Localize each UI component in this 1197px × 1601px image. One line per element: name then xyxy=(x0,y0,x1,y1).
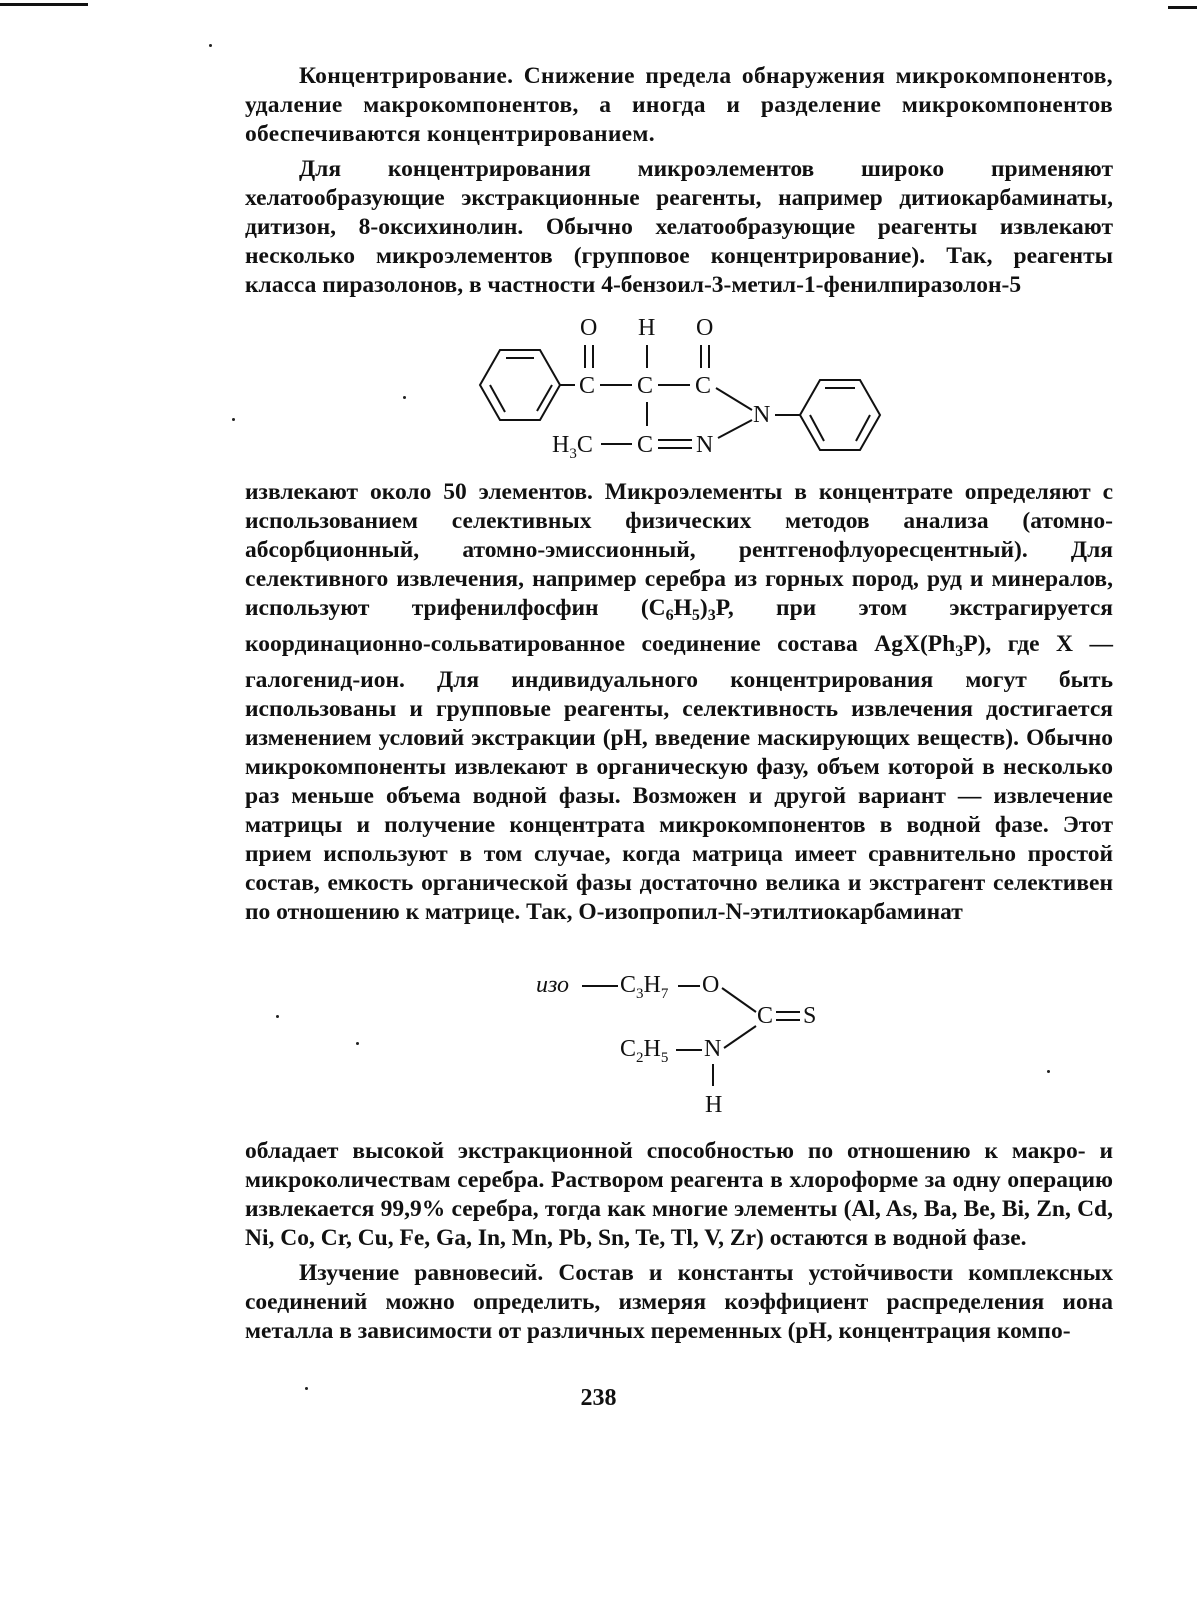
formula-benzoyl-methyl-phenylpyrazolone xyxy=(460,310,900,470)
text-block-bottom xyxy=(245,1137,1113,1346)
paragraph-silver-extraction: обладает высокой экстракционной способностью по отношению к макро- и микроколичествам серебра. Раствором реагента в хлороформе за одну операцию извлекается 99,9% серебра, тогда как многие элементы (Al, As, Ba, Be, Bi, Zn, Cd, Ni, Co, Cr, Cu, Fe, Ga, In, Mn, Pb, Sn, Te, Tl, V, Zr) остаются в водной фазе. xyxy=(245,1138,1113,1251)
phenyl-ring-right xyxy=(800,380,880,450)
atom-o-right: O xyxy=(696,315,714,341)
top-left-scan-rule xyxy=(0,3,88,6)
scan-speck xyxy=(209,44,212,47)
bond xyxy=(722,988,756,1012)
atom-n-bottom: N xyxy=(696,432,714,458)
section-heading-equilibria: Изучение равновесий. xyxy=(299,1260,544,1286)
page-number: 238 xyxy=(580,1385,617,1411)
text-block-top xyxy=(245,62,1113,300)
atom-n: N xyxy=(704,1036,722,1062)
paragraph-equilibria-text: Состав и константы устойчивости комплексных соединений можно определить, измеряя коэффициент распределения иона металла в зависимости от различных переменных (pH, концентрация компо- xyxy=(245,1260,1114,1344)
group-c3h7: $C_3H_7$ xyxy=(620,972,669,1002)
scan-speck xyxy=(356,1042,359,1045)
scan-speck xyxy=(1047,1070,1050,1073)
paragraph-intro-text: Снижение предела обнаружения микрокомпонентов, удаление макрокомпонентов, а иногда и разделение микрокомпонентов обеспечиваются концентрированием. xyxy=(245,63,1113,147)
atom-c: C xyxy=(757,1003,774,1029)
phenyl-inner-bond xyxy=(537,385,552,411)
scan-speck xyxy=(403,396,406,399)
atom-h: H xyxy=(705,1092,723,1118)
group-c2h5: $C_2H_5$ xyxy=(620,1036,669,1066)
paragraph-concentration xyxy=(245,62,1113,149)
scan-speck xyxy=(232,418,235,421)
iso-prefix: изо xyxy=(536,972,570,998)
scan-speck xyxy=(276,1015,279,1018)
atom-o-left: O xyxy=(580,315,598,341)
atom-c1: C xyxy=(579,373,596,399)
phenyl-ring-left xyxy=(480,350,560,420)
text-block-middle xyxy=(245,478,1113,927)
bond xyxy=(718,420,752,438)
formula-isopropyl-ethylthiocarbamate xyxy=(530,968,850,1118)
atom-c-bottom: C xyxy=(637,432,654,458)
paragraph-chelating-reagents: Для концентрирования микроэлементов широко применяют хелатообразующие экстракционные реагенты, например дитиокарбаминаты, дитизон, 8-оксихинолин. Обычно хелатообразующие реагенты извлекают несколько микроэлементов (групповое концентрирование). Так, реагенты класса пиразолонов, в частности 4-бензоил-3-метил-1-фенилпиразолон-5 xyxy=(245,156,1113,298)
paragraph-extraction-methods: извлекают около 50 элементов. Микроэлементы в концентрате определяют с использованием селективных физических методов анализа (атомно-абсорбционный, атомно-эмиссионный, рентгенофлуоресцентный). Для селективного извлечения, например серебра из горных пород, руд и минералов, используют трифенилфосфин $(C_6H_5)_3P$, при этом экстрагируется координационно-сольватированное соединение состава $AgX(Ph_3P)$, где X — галогенид-ион. Для индивидуального концентрирования могут быть использованы и групповые реагенты, селективность извлечения достигается изменением условий экстракции (pH, введение маскирующих веществ). Обычно микрокомпоненты извлекают в органическую фазу, объем которой в несколько раз меньше объема водной фазы. Возможен и другой вариант — извлечение матрицы и получение концентрата микрокомпонентов в водной фазе. Этот прием используют в том случае, когда матрица имеет сравнительно простой состав, емкость органической фазы достаточно велика и экстрагент селективен по отношению к матрице. Так, O-изопропил-N-этилтиокарбаминат xyxy=(245,479,1113,925)
bond xyxy=(724,1026,756,1048)
atom-h3c: $H_3C$ xyxy=(552,432,593,462)
paragraph-equilibria xyxy=(245,1259,1113,1346)
atom-n-ring: N xyxy=(753,402,771,428)
top-right-scan-mark xyxy=(1168,6,1197,9)
atom-o: O xyxy=(702,972,720,998)
atom-c3: C xyxy=(695,373,712,399)
atom-h-top: H xyxy=(638,315,656,341)
atom-c2: C xyxy=(637,373,654,399)
section-heading-concentration: Концентрирование. xyxy=(299,63,514,89)
atom-s: S xyxy=(803,1003,817,1029)
bond xyxy=(716,388,752,410)
